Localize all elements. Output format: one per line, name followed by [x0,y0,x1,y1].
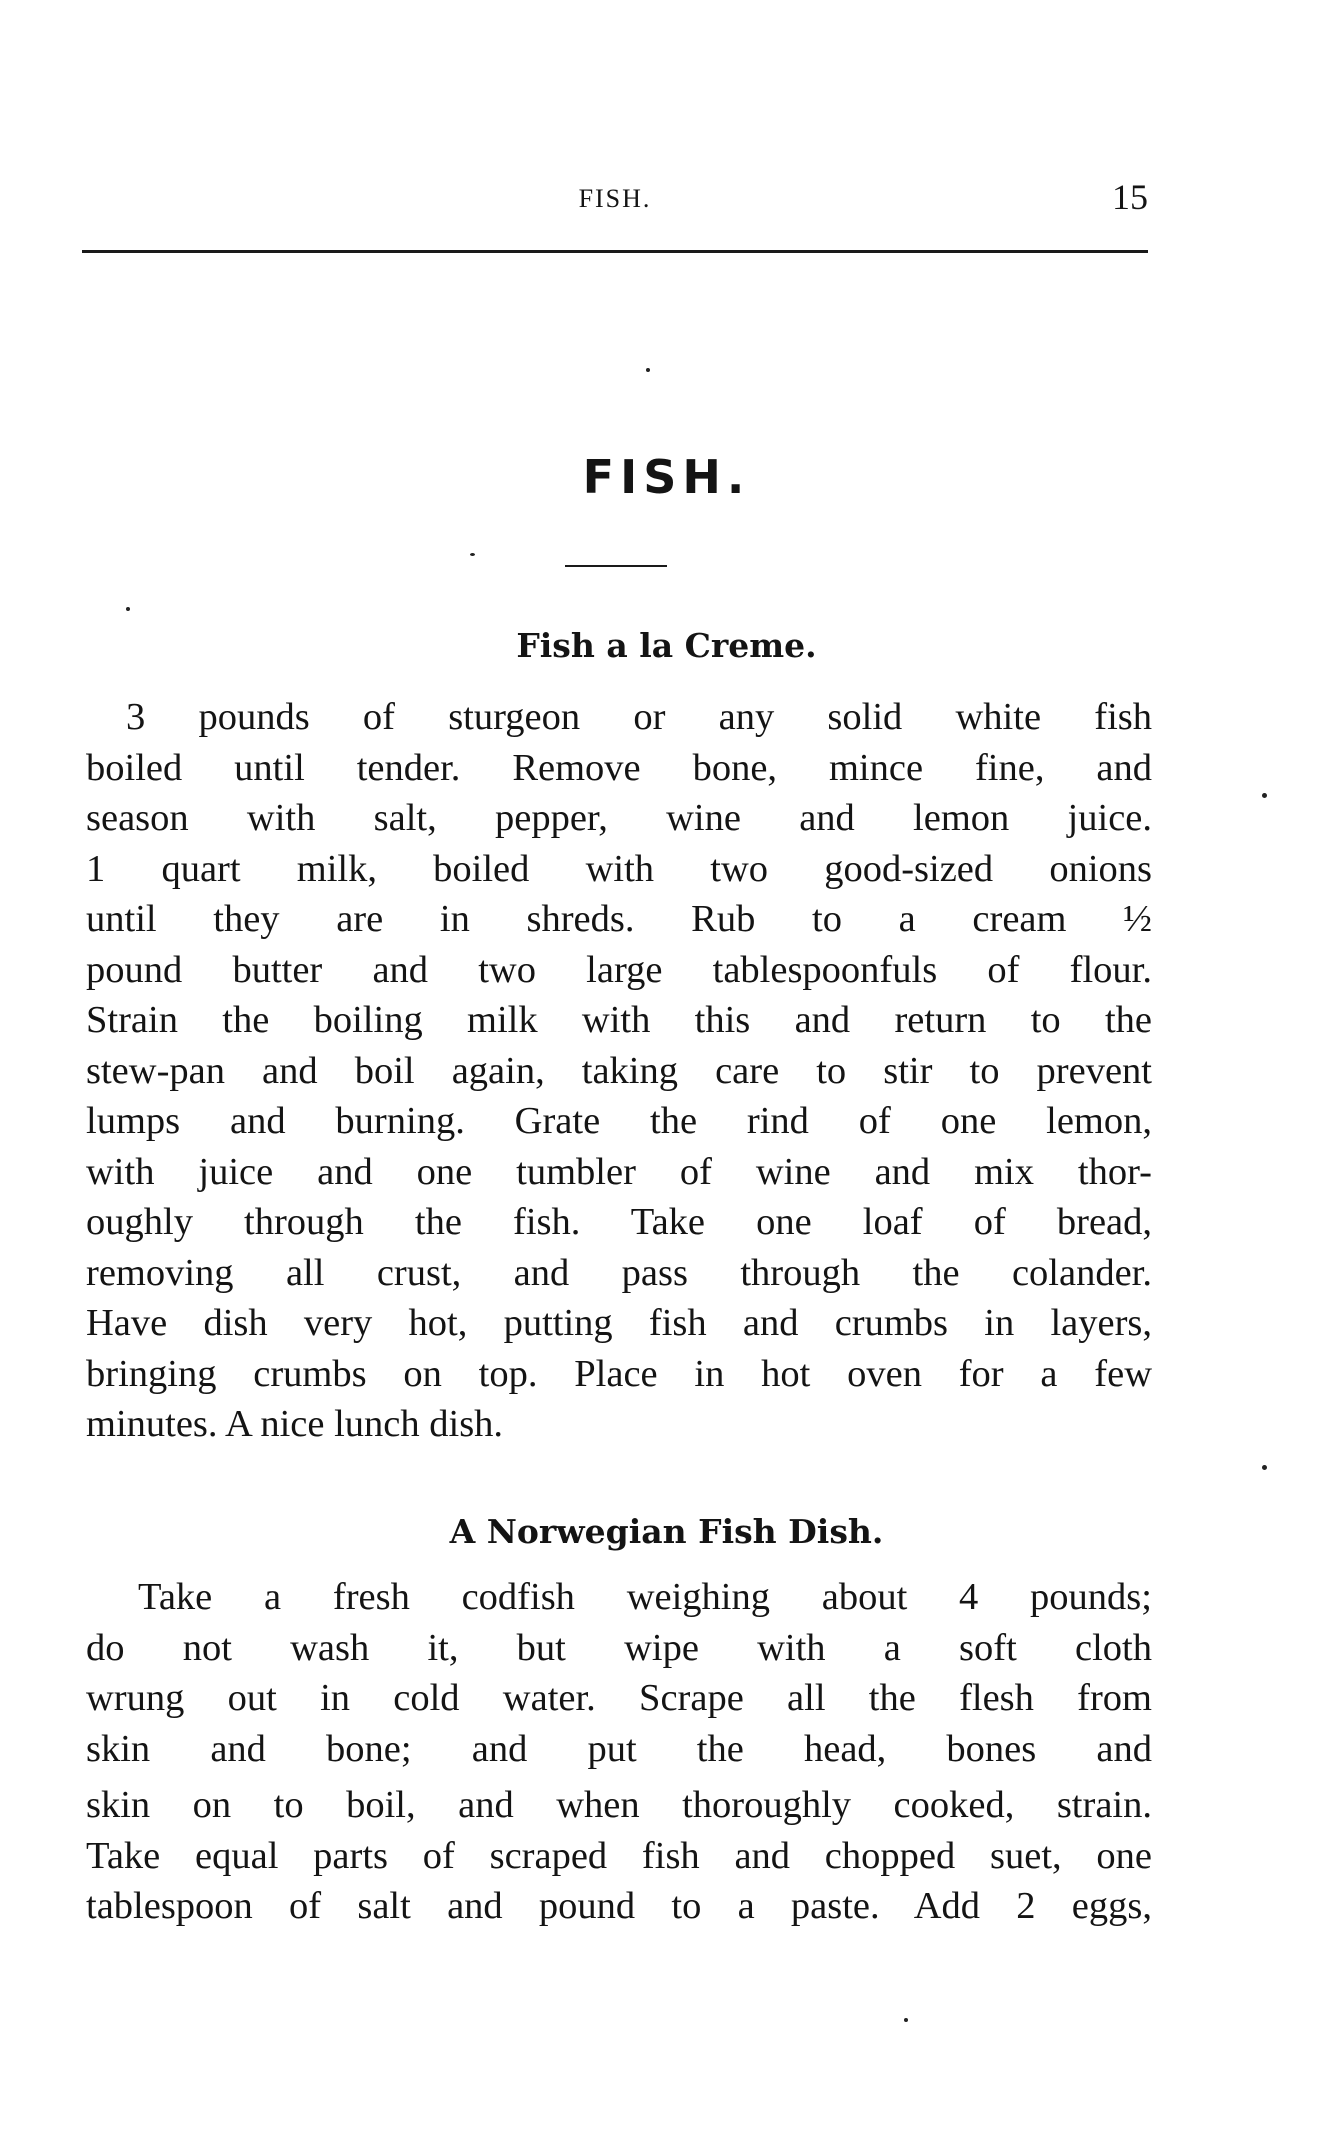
text-line: wrung out in cold water. Scrape all the flesh from [86,1677,1152,1719]
text-line: oughly through the fish. Take one loaf of bread, [86,1201,1152,1243]
text-line: 1 quart milk, boiled with two good-sized onions [86,847,1152,890]
text-line: skin and bone; and put the head, bones and [86,1727,1152,1770]
text-line: stew-pan and boil again, taking care to stir to prevent [86,1049,1152,1092]
print-speck [470,553,475,556]
text-line: removing all crust, and pass through the colander. [86,1251,1152,1294]
print-speck [126,607,130,611]
text-line: with juice and one tumbler of wine and mix thor- [86,1150,1152,1193]
recipe-title: A Norwegian Fish Dish. [449,1512,884,1551]
text-line: 3 pounds of sturgeon or any solid white fish [126,696,1152,738]
page-number: 15 [1112,177,1148,217]
text-line: pound butter and two large tablespoonfuls of flour. [86,948,1152,991]
text-line: Take equal parts of scraped fish and chopped suet, one [86,1834,1152,1877]
text-line: boiled until tender. Remove bone, mince fine, and [86,746,1152,789]
chapter-title: FISH. [582,450,751,504]
recipe-title: Fish a la Creme. [516,626,817,665]
text-line: lumps and burning. Grate the rind of one lemon, [86,1100,1152,1142]
print-speck [1262,1465,1267,1470]
text-line: bringing crumbs on top. Place in hot oven for a few [86,1352,1152,1395]
text-line: Have dish very hot, putting fish and crumbs in layers, [86,1302,1152,1344]
text-line: Take a fresh codfish weighing about 4 pounds; [138,1576,1152,1618]
text-line: until they are in shreds. Rub to a cream ½ [86,898,1152,940]
recipe-body [86,1572,1152,1932]
text-line: Strain the boiling milk with this and return to the [86,999,1152,1041]
text-line: skin on to boil, and when thoroughly cooked, strain. [86,1784,1152,1826]
print-speck [646,368,650,372]
text-line: minutes. A nice lunch dish. [86,1403,504,1445]
running-title: FISH. [578,184,652,213]
chapter-rule [565,565,667,567]
text-line: do not wash it, but wipe with a soft cloth [86,1626,1152,1669]
header-rule [82,250,1148,253]
print-speck [1262,793,1267,798]
recipe-body [86,692,1152,1450]
text-line: tablespoon of salt and pound to a paste. Add 2 eggs, [86,1885,1152,1927]
running-head [82,176,1148,226]
print-speck [904,2018,908,2022]
text-line: season with salt, pepper, wine and lemon juice. [86,797,1152,839]
